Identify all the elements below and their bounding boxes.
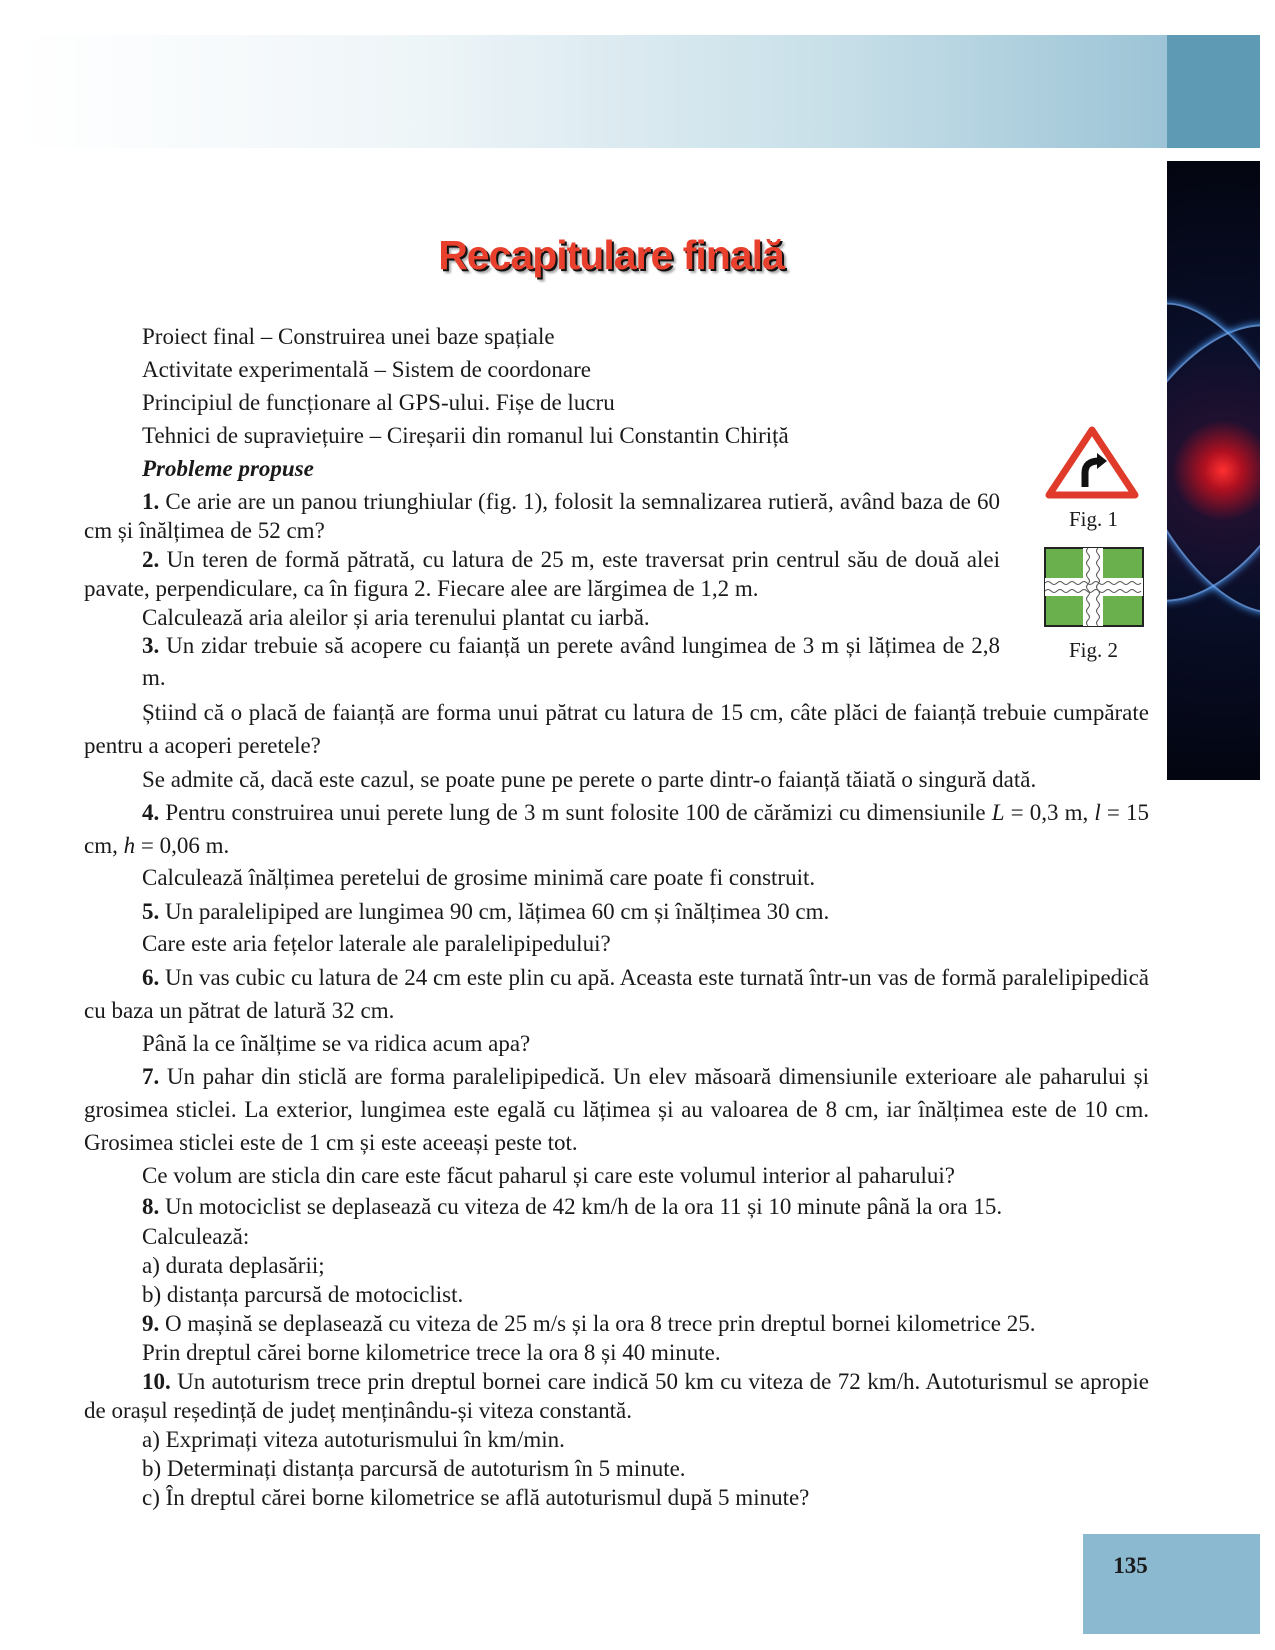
task-label: Calculează: — [142, 1224, 250, 1249]
intro-item: Tehnici de supraviețuire – Cireșarii din romanul lui Constantin Chiriță — [142, 423, 789, 448]
task-b: b) distanța parcursă de motociclist. — [142, 1282, 464, 1307]
road-sign-curve-icon — [1045, 425, 1140, 500]
header-accent-block — [1167, 35, 1260, 148]
problem-4: 4. Pentru construirea unui perete lung de 3 m sunt folosite 100 de cărămizi cu dimensiunile L = 0,3 m, l = 15 cm, h = 0,06 m. — [84, 800, 1149, 858]
problem-10-tasks — [142, 1425, 1149, 1512]
intro-item: Principiul de funcționare al GPS-ului. Fișe de lucru — [142, 390, 615, 415]
problem-2-question: Calculează aria aleilor și aria terenului plantat cu iarbă. — [142, 605, 650, 630]
task-a: a) durata deplasării; — [142, 1253, 325, 1278]
intro-item: Proiect final – Construirea unei baze spațiale — [142, 324, 555, 349]
problem-4-question: Calculează înălțimea peretelui de grosime minimă care poate fi construit. — [142, 865, 816, 890]
task-c: c) În dreptul cărei borne kilometrice se află autoturismul după 5 minute? — [142, 1485, 810, 1510]
problem-9-question: Prin dreptul cărei borne kilometrice trece la ora 8 și 40 minute. — [142, 1340, 721, 1365]
problem-6-question: Până la ce înălțime se va ridica acum apa? — [142, 1031, 531, 1056]
problem-5-question: Care este aria fețelor laterale ale paralelipipedului? — [142, 931, 611, 956]
problem-6: 6. Un vas cubic cu latura de 24 cm este plin cu apă. Aceasta este turnată într-un vas de formă paralelipipedică cu baza un pătrat de latură 32 cm. — [84, 965, 1149, 1023]
problem-5: 5. Un paralelipiped are lungimea 90 cm, lățimea 60 cm și înălțimea 30 cm. — [142, 899, 830, 924]
figure-2-caption: Fig. 2 — [1069, 638, 1119, 662]
figure-1-caption: Fig. 1 — [1069, 507, 1119, 531]
page-number-box — [1083, 1534, 1260, 1634]
section-heading: Probleme propuse — [142, 456, 314, 481]
problem-8-tasks — [142, 1222, 1149, 1309]
intro-list — [142, 320, 1149, 485]
problem-8: 8. Un motociclist se deplasează cu viteza de 42 km/h de la ora 11 și 10 minute până la ora 15. — [142, 1194, 1003, 1219]
problem-9: 9. O mașină se deplasează cu viteza de 25 m/s și la ora 8 trece prin dreptul bornei kilometrice 25. — [142, 1311, 1036, 1336]
problem-3-text: Știind că o placă de faianță are forma unui pătrat cu latura de 15 cm, câte plăci de faianță trebuie cumpărate pentru a acoperi peretele? — [84, 700, 1149, 758]
intro-item: Activitate experimentală – Sistem de coordonare — [142, 357, 591, 382]
problem-7-question: Ce volum are sticla din care este făcut paharul și care este volumul interior al paharului? — [142, 1163, 955, 1188]
page-number: 135 — [1113, 1553, 1148, 1578]
square-field-alleys-figure — [1044, 547, 1144, 627]
problem-2: 2. Un teren de formă pătrată, cu latura de 25 m, este traversat prin centrul său de două alei pavate, perpendiculare, ca în figura 2. Fiecare alee are lărgimea de 1,2 m. — [84, 547, 1000, 601]
task-a: a) Exprimați viteza autoturismului în km/min. — [142, 1427, 565, 1452]
page-title: Recapitulare finală — [438, 232, 784, 278]
problem-3-note: Se admite că, dacă este cazul, se poate pune pe perete o parte dintr-o faianță tăiată o singură dată. — [142, 767, 1037, 792]
task-b: b) Determinați distanța parcursă de autoturism în 5 minute. — [142, 1456, 686, 1481]
header-band — [19, 35, 1167, 148]
problem-3: 3. Un zidar trebuie să acopere cu faianță un perete având lungimea de 3 m și lățimea de 2,8 m. — [142, 633, 1000, 690]
problem-7: 7. Un pahar din sticlă are forma paralelipipedică. Un elev măsoară dimensiunile exterioare ale paharului și grosimea sticlei. La exterior, lungimea este egală cu lățimea și au valoarea de 8 cm, iar înălțimea este de 10 cm. Grosimea sticlei este de 1 cm și este aceeași peste tot. — [84, 1064, 1149, 1155]
problem-10: 10. Un autoturism trece prin dreptul bornei care indică 50 km cu viteza de 72 km/h. Autoturismul se apropie de orașul reședință de județ menținându-și viteza constantă. — [84, 1369, 1149, 1423]
problem-1: 1. Ce arie are un panou triunghiular (fig. 1), folosit la semnalizarea rutieră, având baza de 60 cm și înălțimea de 52 cm? — [84, 489, 1000, 543]
